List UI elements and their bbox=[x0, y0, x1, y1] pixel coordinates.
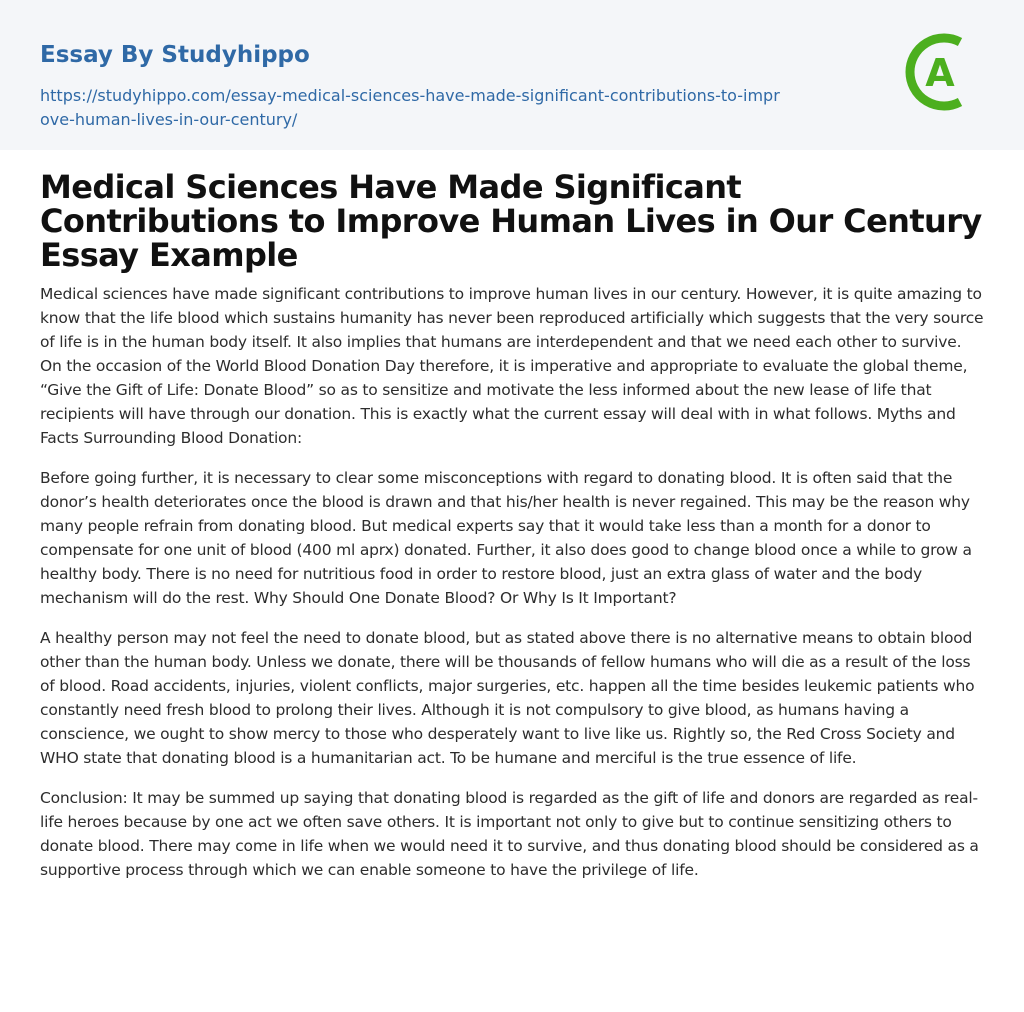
essay-content bbox=[0, 150, 1024, 882]
logo-letter: A bbox=[925, 51, 955, 95]
essay-url-link[interactable]: https://studyhippo.com/essay-medical-sciences-have-made-significant-contributions-to-improve-human-lives-in-our-century/ bbox=[40, 86, 780, 129]
essay-title: Medical Sciences Have Made Significant Contributions to Improve Human Lives in Our Century Essay Example bbox=[40, 168, 982, 274]
essay-paragraph: Medical sciences have made significant contributions to improve human lives in our century. However, it is quite amazing to know that the life blood which sustains humanity has never been reproduced artificially which suggests that the very source of life is in the human body itself. It also implies that humans are interdependent and that we need each other to survive. On the occasion of the World Blood Donation Day therefore, it is imperative and appropriate to evaluate the global theme, “Give the Gift of Life: Donate Blood” so as to sensitize and motivate the less informed about the new lease of life that recipients will have through our donation. This is exactly what the current essay will deal with in what follows. Myths and Facts Surrounding Blood Donation: bbox=[40, 285, 984, 447]
site-header bbox=[0, 0, 1024, 150]
site-brand[interactable]: Essay By Studyhippo bbox=[40, 42, 310, 68]
essay-paragraph: Conclusion: It may be summed up saying that donating blood is regarded as the gift of life and donors are regarded as real-life heroes because by one act we often save others. It is important not only to give but to continue sensitizing others to donate blood. There may come in life when we would need it to survive, and thus donating blood should be considered as a supportive process through which we can enable someone to have the privilege of life. bbox=[40, 789, 979, 879]
essay-paragraph: A healthy person may not feel the need to donate blood, but as stated above there is no alternative means to obtain blood other than the human body. Unless we donate, there will be thousands of fellow humans who will die as a result of the loss of blood. Road accidents, injuries, violent conflicts, major surgeries, etc. happen all the time besides leukemic patients who constantly need fresh blood to prolong their lives. Although it is not compulsory to give blood, as humans having a conscience, we ought to show mercy to those who desperately want to live like us. Rightly so, the Red Cross Society and WHO state that donating blood is a humanitarian act. To be humane and merciful is the true essence of life. bbox=[40, 629, 975, 767]
essay-paragraph: Before going further, it is necessary to clear some misconceptions with regard to donating blood. It is often said that the donor’s health deteriorates once the blood is drawn and that his/her health is never regained. This may be the reason why many people refrain from donating blood. But medical experts say that it would take less than a month for a donor to compensate for one unit of blood (400 ml aprx) donated. Further, it also does good to change blood once a while to grow a healthy body. There is no need for nutritious food in order to restore blood, just an extra glass of water and the body mechanism will do the rest. Why Should One Donate Blood? Or Why Is It Important? bbox=[40, 469, 972, 607]
logo-icon[interactable] bbox=[900, 30, 984, 114]
